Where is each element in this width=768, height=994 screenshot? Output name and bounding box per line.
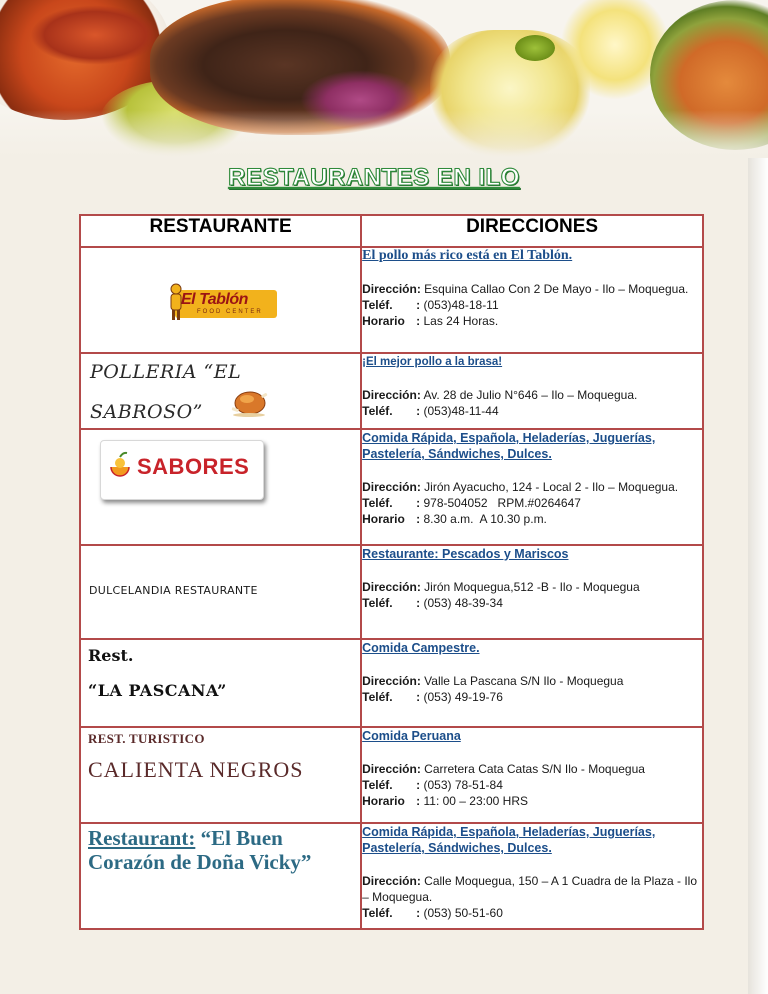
horario-line [362,793,702,809]
restaurant-cell-dona-vicky [80,823,361,929]
direccion-value: Carretera Cata Catas S/N Ilo - Moquegua [424,762,645,776]
direccion-value: Calle Moquegua, 150 – A 1 Cuadra de la Plaza - Ilo – Moquegua. [362,874,698,904]
restaurant-cell-sabroso [80,353,361,429]
direccion-line [362,873,702,905]
address-cell-tablon [361,247,703,353]
horario-value: Las 24 Horas. [423,314,499,328]
page-title: RESTAURANTES EN ILO [228,164,520,191]
dona-vicky-name [81,824,360,874]
direccion-line [362,761,702,777]
telefono-line [362,403,702,419]
name-line2: “LA PASCANA” [88,681,227,700]
el-tablon-logo-subtext: FOOD CENTER [197,309,263,315]
crab-claws-photo [30,5,160,65]
colon: : [416,596,421,610]
address-cell-sabroso [361,353,703,429]
slogan: Comida Rápida, Española, Heladerías, Juguerías, Pastelería, Sándwiches, Dulces. [362,825,656,855]
direccion-line [362,387,702,403]
telefono-value: (053) 78-51-84 [423,778,503,792]
slogan: El pollo más rico está en El Tablón. [362,248,573,263]
direccion-label: Dirección: [362,762,421,776]
horario-label: Horario [362,314,405,328]
restaurant-cell-tablon [80,247,361,353]
el-tablon-logo [167,282,279,324]
restaurant-cell-calienta-negros [80,727,361,823]
colon: : [416,794,421,808]
address-cell-sabores [361,429,703,545]
colon: : [416,512,421,526]
direccion-value: Esquina Callao Con 2 De Mayo - Ilo – Moquegua. [424,282,689,296]
direccion-value: Jirón Ayacucho, 124 - Local 2 - Ilo – Moquegua. [424,480,679,494]
horario-label: Horario [362,512,405,526]
slogan: Comida Rápida, Española, Heladerías, Juguerías, Pastelería, Sándwiches, Dulces. [362,431,656,461]
dulcelandia-name: DULCELANDIA RESTAURANTE [89,584,258,597]
telefono-value: (053) 50-51-60 [423,906,503,920]
telefono-label: Teléf. [362,404,393,418]
telefono-label: Teléf. [362,298,393,312]
address-cell-dona-vicky [361,823,703,929]
address-cell-dulcelandia [361,545,703,639]
name-line1: Rest. [88,646,134,665]
name-line1: POLLERIA “EL [90,361,242,383]
horario-label: Horario [362,794,405,808]
direccion-value: Jirón Moquegua,512 -B - Ilo - Moquegua [424,580,640,594]
direccion-label: Dirección: [362,388,421,402]
header-direcciones: DIRECCIONES [361,215,703,247]
slogan: Comida Peruana [362,729,461,743]
name-rest: “El Buen Corazón de Doña Vicky” [88,826,312,874]
telefono-line [362,495,702,511]
banner-fade [0,110,768,158]
telefono-label: Teléf. [362,778,393,792]
telefono-label: Teléf. [362,690,393,704]
horario-line [362,313,702,329]
horario-value: 11: 00 – 23:00 HRS [423,794,528,808]
telefono-value: (053)48-18-11 [423,298,499,312]
polleria-el-sabroso-name [81,354,360,424]
colon: : [416,778,421,792]
sabores-logo-text: SABORES [137,454,250,479]
lime-photo [515,35,555,61]
direccion-value: Valle La Pascana S/N Ilo - Moquegua [424,674,624,688]
table-row [80,823,703,929]
direccion-label: Dirección: [362,580,421,594]
address-cell-pascana [361,639,703,727]
telefono-line [362,297,702,313]
table-row [80,247,703,353]
name-prefix: Restaurant: [88,826,196,850]
direccion-label: Dirección: [362,874,421,888]
sabores-logo [100,440,264,500]
telefono-line [362,595,702,611]
colon: : [416,906,421,920]
direccion-line [362,479,702,495]
direccion-label: Dirección: [362,674,421,688]
telefono-line [362,689,702,705]
horario-line [362,511,702,527]
slogan: Restaurante: Pescados y Mariscos [362,547,569,561]
telefono-line [362,905,702,921]
telefono-label: Teléf. [362,596,393,610]
direccion-label: Dirección: [362,282,421,296]
header-restaurante: RESTAURANTE [80,215,361,247]
address-cell-calienta-negros [361,727,703,823]
table-row [80,429,703,545]
colon: : [416,298,421,312]
restaurant-cell-sabores [80,429,361,545]
telefono-value: (053) 48-39-34 [423,596,503,610]
colon: : [416,314,421,328]
restaurant-cell-pascana [80,639,361,727]
telefono-value: (053) 49-19-76 [423,690,503,704]
name-line2: SABROSO” [90,401,203,423]
direccion-value: Av. 28 de Julio N°646 – Ilo – Moquegua. [423,388,638,402]
colon: : [416,496,421,510]
telefono-value: 978-504052 RPM.#0264647 [423,496,581,510]
telefono-line [362,777,702,793]
colon: : [416,690,421,704]
direccion-line [362,281,702,297]
orange-fruit-icon [107,451,133,485]
table-header-row [80,215,703,247]
table-row [80,639,703,727]
colon: : [416,404,421,418]
table-row [80,353,703,429]
name-line1: REST. TURISTICO [88,731,205,746]
slogan: Comida Campestre. [362,641,480,655]
roast-chicken-icon [229,386,269,418]
telefono-label: Teléf. [362,496,393,510]
slogan: ¡El mejor pollo a la brasa! [362,356,503,368]
telefono-label: Teléf. [362,906,393,920]
direccion-line [362,579,702,595]
table-row [80,545,703,639]
el-tablon-logo-text: El Tablón [181,291,248,308]
restaurant-cell-dulcelandia [80,545,361,639]
table-row [80,727,703,823]
horario-value: 8.30 a.m. A 10.30 p.m. [423,512,547,526]
telefono-value: (053)48-11-44 [423,404,499,418]
food-banner-image [0,0,768,158]
name-line2: CALIENTA NEGROS [88,757,304,782]
direccion-label: Dirección: [362,480,421,494]
restaurants-table [79,214,704,930]
direccion-line [362,673,702,689]
